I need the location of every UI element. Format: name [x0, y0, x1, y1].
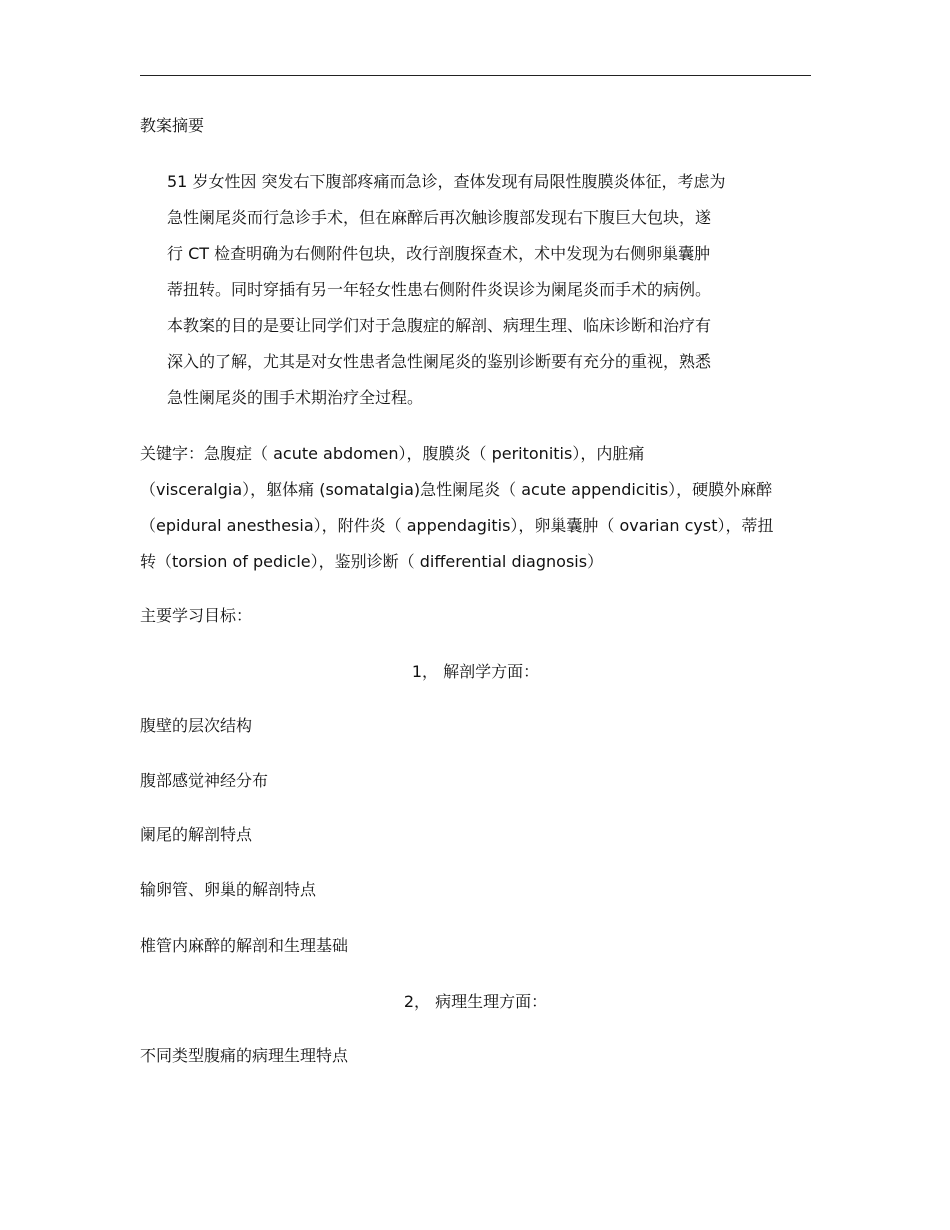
keywords-line: （visceralgia），躯体痛 (somatalgia)急性阑尾炎（ acute appendicitis），硬膜外麻醉	[140, 480, 773, 499]
abstract-title: 教案摘要	[140, 116, 205, 135]
objective-item: 腹部感觉神经分布	[140, 771, 269, 790]
summary-line: 蒂扭转。同时穿插有另一年轻女性患右侧附件炎误诊为阑尾炎而手术的病例。	[167, 280, 712, 299]
summary-line: 急性阑尾炎的围手术期治疗全过程。	[167, 388, 424, 407]
keywords-line: （epidural anesthesia），附件炎（ appendagitis），卵巢囊肿（ ovarian cyst），蒂扭	[140, 516, 774, 535]
objective-item: 椎管内麻醉的解剖和生理基础	[140, 936, 349, 955]
objective-item: 不同类型腹痛的病理生理特点	[140, 1046, 349, 1065]
summary-line: 行 CT 检查明确为右侧附件包块，改行剖腹探查术，术中发现为右侧卵巢囊肿	[167, 244, 711, 263]
objectives-heading: 主要学习目标：	[140, 606, 253, 625]
summary-line: 急性阑尾炎而行急诊手术，但在麻醉后再次触诊腹部发现右下腹巨大包块，遂	[167, 208, 712, 227]
summary-line: 深入的了解，尤其是对女性患者急性阑尾炎的鉴别诊断要有充分的重视，熟悉	[167, 352, 712, 371]
keywords-line: 转（torsion of pedicle），鉴别诊断（ differential diagnosis）	[140, 552, 604, 571]
keywords-line: 关键字：急腹症（ acute abdomen），腹膜炎（ peritonitis），内脏痛	[140, 444, 645, 463]
header-rule	[140, 75, 811, 76]
objective-item: 阑尾的解剖特点	[140, 825, 253, 844]
summary-line: 本教案的目的是要让同学们对于急腹症的解剖、病理生理、临床诊断和治疗有	[167, 316, 712, 335]
objective-item: 输卵管、卵巢的解剖特点	[140, 880, 317, 899]
objective-item: 腹壁的层次结构	[140, 716, 253, 735]
summary-line: 51 岁女性因 突发右下腹部疼痛而急诊，查体发现有局限性腹膜炎体征，考虑为	[167, 172, 726, 191]
section-heading-anatomy: 1， 解剖学方面：	[411, 662, 540, 681]
section-heading-pathophysiology: 2， 病理生理方面：	[403, 992, 548, 1011]
